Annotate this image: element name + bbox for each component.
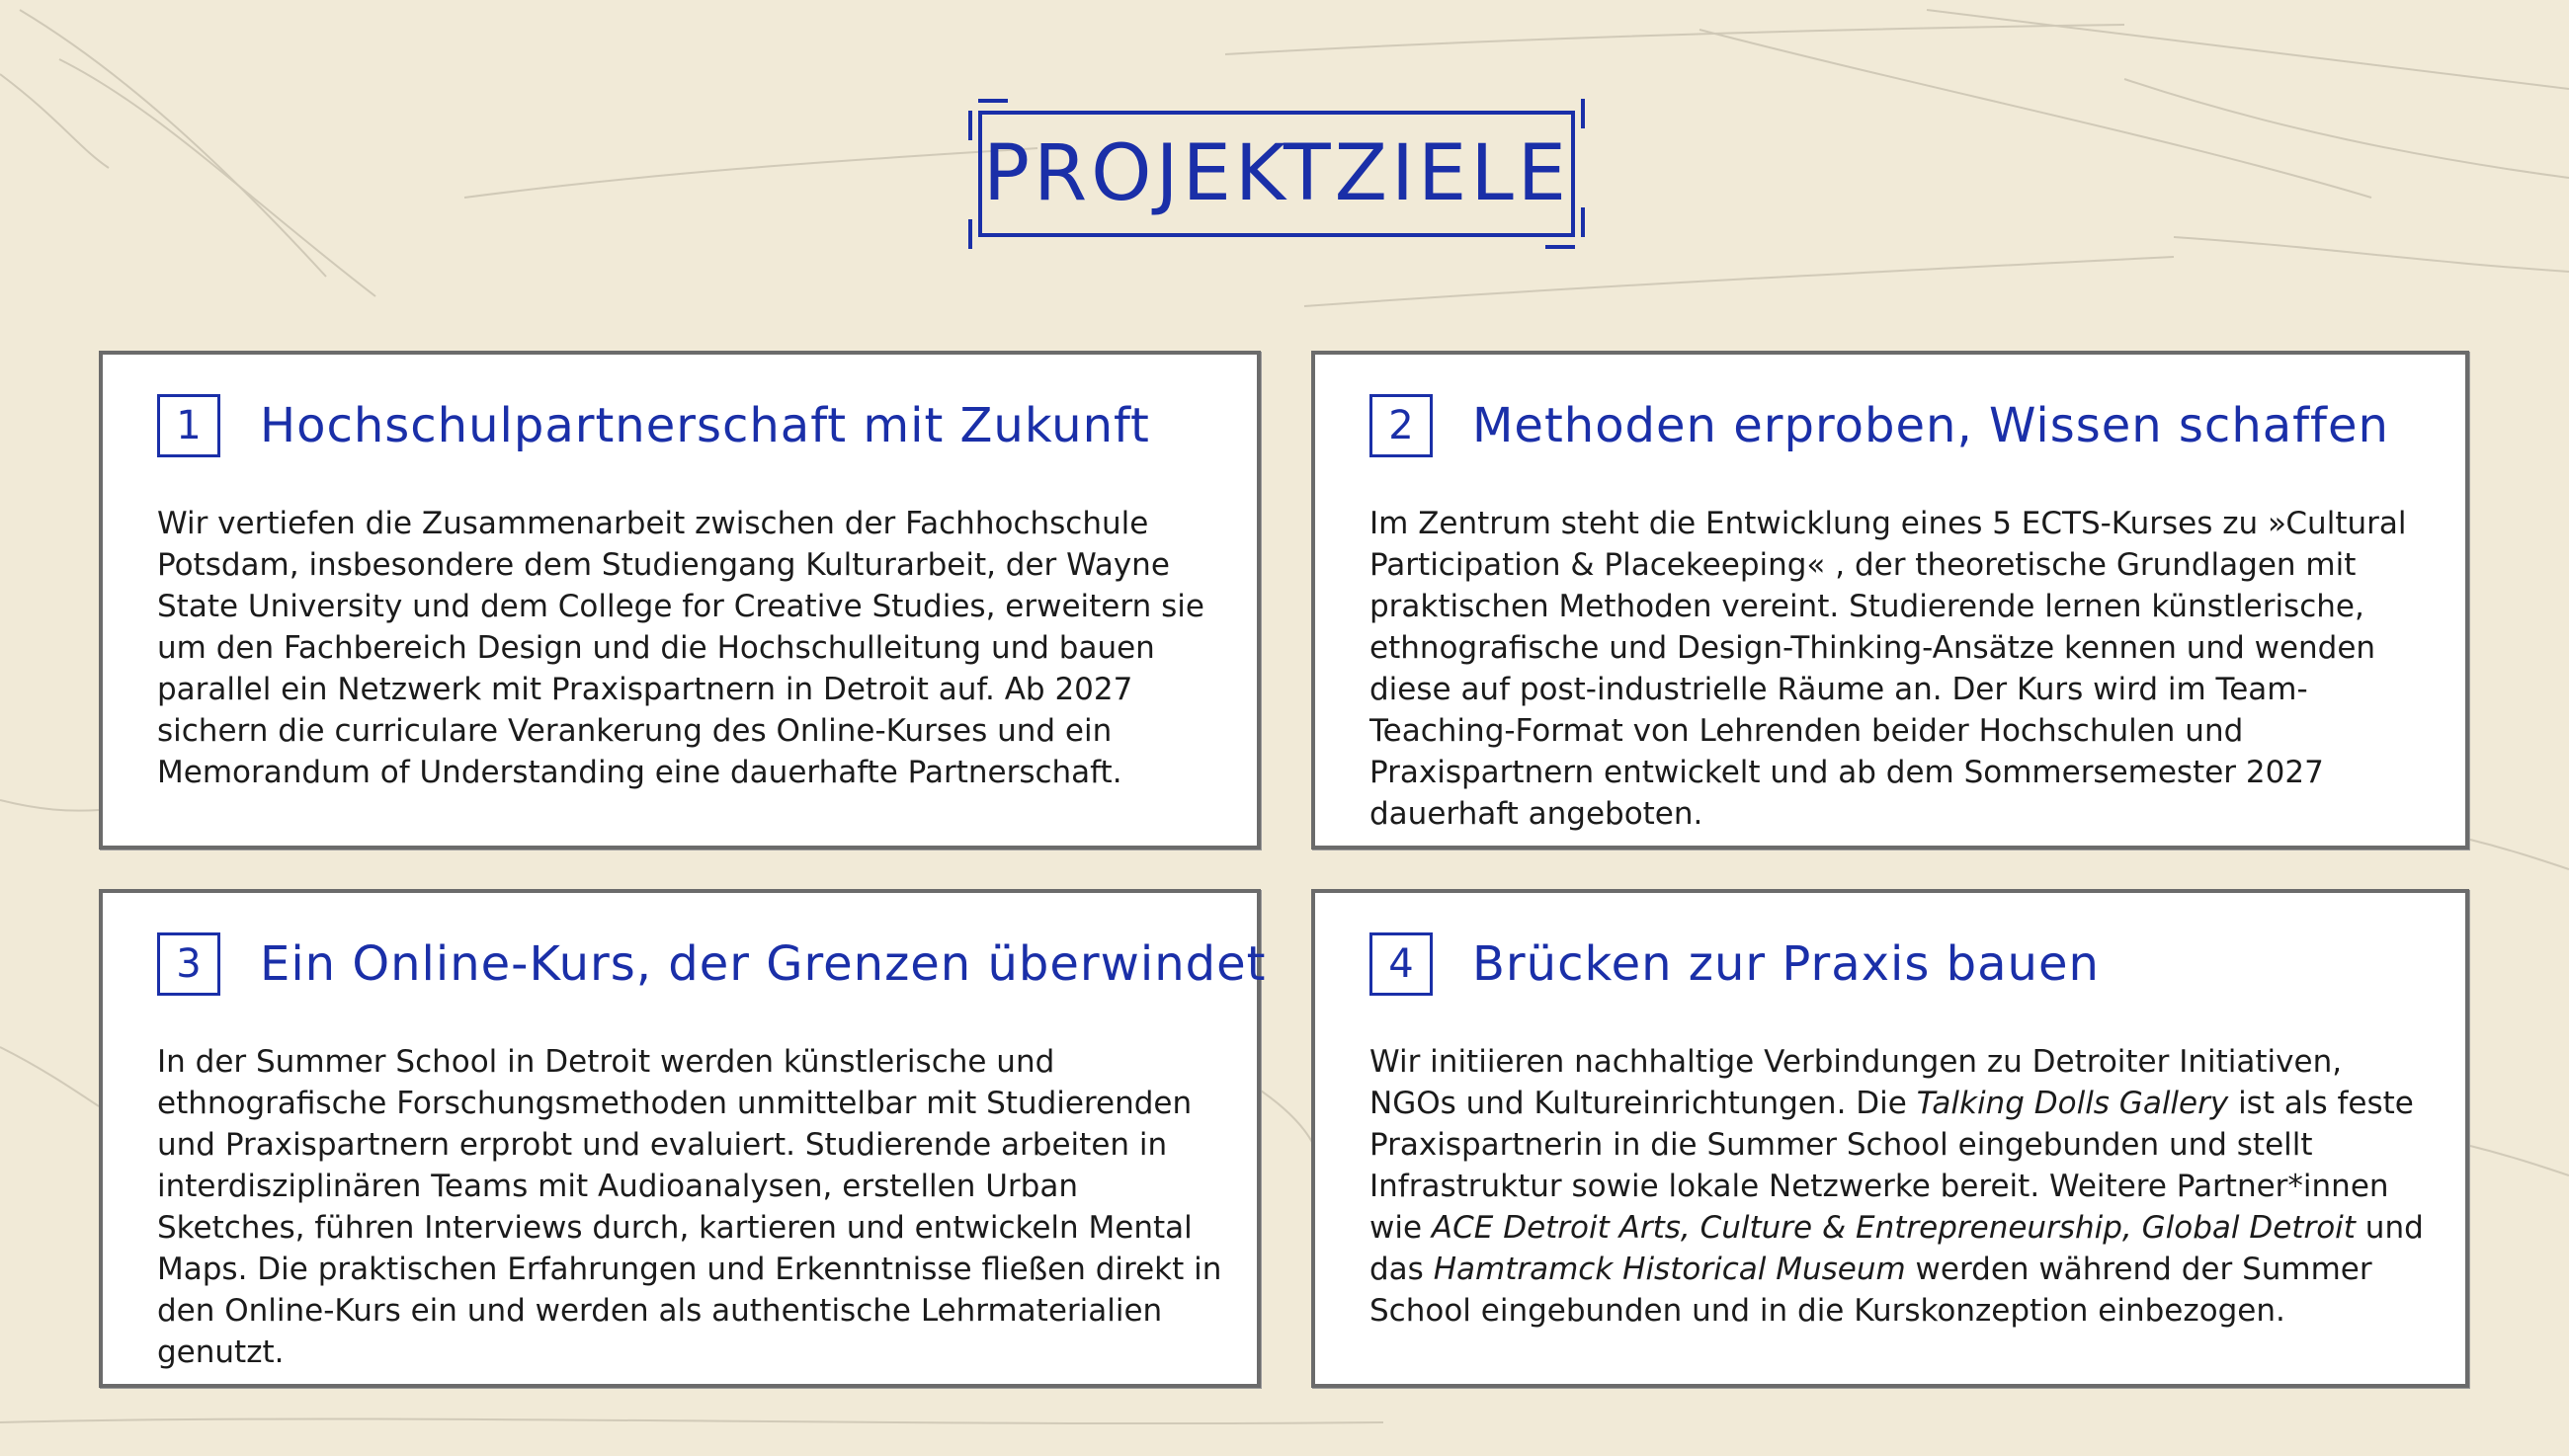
partner-name-hamtramck: Hamtramck Historical Museum (1433, 1252, 1906, 1287)
text-run: werden während der Summer School eingebunden und in die Kurskonzeption einbezogen. (1369, 1252, 2372, 1329)
goal-card-title: Brücken zur Praxis bauen (1472, 936, 2100, 992)
goal-card-header (1369, 394, 2389, 457)
text-run: ist als feste Praxispartnerin in die Summer School eingebunden und stellt Infrastruktur sowie lokale Netzwerke bereit. Weitere Partner*innen wie (1369, 1086, 2414, 1246)
goal-card-header (1369, 932, 2100, 996)
goal-card-4 (1311, 889, 2469, 1388)
partner-name-ace-global: ACE Detroit Arts, Culture & Entrepreneurship, Global Detroit (1431, 1210, 2356, 1246)
goal-card-header (157, 394, 1150, 457)
goal-card-title: Ein Online-Kurs, der Grenzen überwindet (260, 936, 1267, 992)
goal-card-1 (99, 351, 1261, 849)
goal-number-badge: 1 (157, 394, 220, 457)
text-run: Wir initiieren nachhaltige Verbindungen zu Detroiter Initiativen, NGOs und Kultureinrichtungen. Die (1369, 1044, 2343, 1121)
goal-number-badge: 4 (1369, 932, 1433, 996)
page-title: PROJEKTZIELE (982, 129, 1571, 218)
goal-card-2 (1311, 351, 2469, 849)
text-run: und das (1369, 1210, 2424, 1287)
goal-card-text: Wir vertiefen die Zusammenarbeit zwischen der Fachhochschule Potsdam, insbesondere dem Studiengang Kulturarbeit, der Wayne State University und dem College for Creative Studies, erweitern sie um den Fachbereich Design und die Hochschulleitung und bauen parallel ein Netzwerk mit Praxispartnern in Detroit auf. Ab 2027 sichern die curriculare Verankerung des Online-Kurses und ein Memorandum of Understanding eine dauerhafte Partnerschaft. (157, 506, 1204, 790)
goal-card-header (157, 932, 1266, 996)
goal-card-text: In der Summer School in Detroit werden künstlerische und ethnografische Forschungsmethoden unmittelbar mit Studierenden und Praxispartnern erprobt und evaluiert. Studierende arbeiten in interdisziplinären Teams mit Audioanalysen, erstellen Urban Sketches, führen Interviews durch, kartieren und entwickeln Mental Maps. Die praktischen Erfahrungen und Erkenntnisse fließen direkt in den Online-Kurs ein und werden als authentische Lehrmaterialien genutzt. (157, 1044, 1222, 1370)
goal-card-title: Methoden erproben, Wissen schaffen (1472, 398, 2389, 453)
goal-number-badge: 2 (1369, 394, 1433, 457)
goal-card-title: Hochschulpartnerschaft mit Zukunft (260, 398, 1150, 453)
goal-number-badge: 3 (157, 932, 220, 996)
title-frame (978, 111, 1575, 237)
goal-card-3 (99, 889, 1267, 1388)
goal-card-text: Im Zentrum steht die Entwicklung eines 5 ECTS-Kurses zu »Cultural Participation & Placekeeping« , der theoretische Grundlagen mit praktischen Methoden vereint. Studierende lernen künstlerische, ethnografische und Design-Thinking-Ansätze kennen und wenden diese auf post-industrielle Räume an. Der Kurs wird im Team-Teaching-Format von Lehrenden beider Hochschulen und Praxispartnern entwickelt und ab dem Sommersemester 2027 dauerhaft angeboten. (1369, 506, 2407, 832)
partner-name-talking-dolls: Talking Dolls Gallery (1916, 1086, 2229, 1121)
goal-card-text (1369, 1041, 2436, 1332)
